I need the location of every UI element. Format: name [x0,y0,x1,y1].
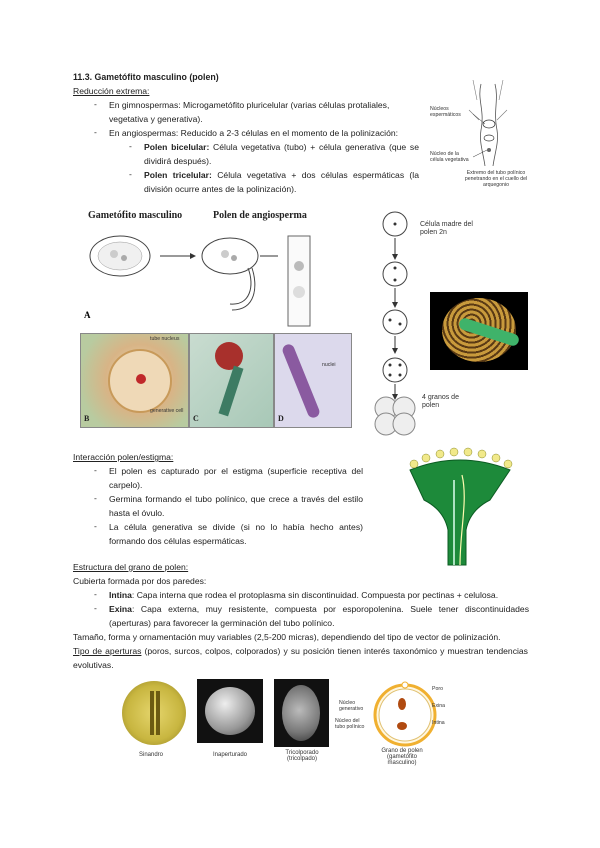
bullet-dash: - [94,493,97,503]
label-intina: Intina [432,720,445,726]
interaccion-bullet-1: El polen es capturado por el estigma (superficie receptiva del carpelo). [109,466,363,490]
bullet-dash: - [129,141,132,151]
tube-nucleus-dot [136,374,146,384]
polen-tricelular: Polen tricelular: Célula vegetativa + dos células espermáticas (la división ocurre antes de la polinización). [144,170,419,194]
label-nucleos: Núcleos espermáticos [430,106,461,118]
exina-line: Exina: Capa externa, muy resistente, compuesta por esporopolenina. Suele tener discontinuidades (aperturas) para favorecer la germinación del tubo polínico. [109,604,529,628]
label-poro: Poro [432,686,443,692]
label-nucleo-vegetativa: Núcleo de la célula vegetativa [430,151,469,163]
caption-grano-polen: Grano de polen (gametófito masculino) [381,748,423,766]
bullet-dash: - [94,127,97,137]
label-exina: Exina [432,703,445,709]
photo-label-b: B [84,414,90,423]
meiosis-diagram [370,210,430,440]
bullet-dash: - [94,521,97,531]
aperturas-line: Tipo de aperturas (poros, surcos, colpos, colporados) y su posición tienen interés taxonómico y muestran tendencias evolutivas. [73,646,528,670]
diagram-title-right: Polen de angiosperma [213,210,307,221]
inaperturado-photo [197,679,263,743]
bullet-dash: - [94,99,97,109]
bullet-dash: - [94,465,97,475]
subtitle-reduccion: Reducción extrema: [73,86,150,96]
pollen-tube-green [219,366,244,417]
label-celula-madre: Célula madre del polen 2n [420,221,473,236]
cubierta-line: Cubierta formada por dos paredes: [73,576,207,586]
label-nucleo-generativo: Núcleo generativo [339,700,364,712]
gametofito-diagram [80,226,360,331]
colpo-line [150,691,154,735]
grano-polen-diagram [370,680,440,750]
bullet-gimnospermas: En gimnospermas: Microgametófito pluricelular (varias células protaliales, vegetativa y generativa). [109,100,390,124]
caption-tricolporado: Tricolporado (tricolpado) [285,750,319,762]
interaccion-bullet-3: La célula generativa se divide (si no lo había hecho antes) formando dos células espermáticas. [109,522,363,546]
label-nucleo-tubo: Núcleo del tubo polínico [335,718,365,730]
bullet-dash: - [94,589,97,599]
bullet-angiospermas: En angiospermas: Reducido a 2-3 células en el momento de la polinización: [109,128,399,138]
label-generative-cell: generative cell [150,408,184,414]
inaperturado-grain [205,687,255,735]
photo-c [189,333,274,428]
bullet-dash: - [129,169,132,179]
sinandro-photo [122,681,186,745]
tricolporado-photo [274,679,329,747]
stigma-figure [390,440,530,565]
caption-sinandro: Sinandro [138,752,164,758]
photo-label-c: C [193,414,199,423]
sem-pollen-photo [430,292,528,370]
photo-d [274,333,352,428]
label-nuclei: nuclei [322,362,336,368]
colpo-line [156,691,160,735]
caption-inaperturado: Inaperturado [212,752,248,758]
section-title: 11.3. Gametófito masculino (polen) [73,72,219,82]
tube-caption: Extremo del tubo polínico penetrando en el cuello del arquegonio [464,170,528,188]
tricolporado-grain [282,685,320,741]
polen-bicelular: Polen bicelular: Célula vegetativa (tubo) + célula generativa (que se dividirá después). [144,142,419,166]
label-4-granos: 4 granos de polen [422,394,459,409]
subtitle-interaccion: Interacción polen/estigma: [73,452,174,462]
label-tube-nucleus: tube nucleus [150,336,180,342]
intina-line: Intina: Capa interna que rodea el protoplasma sin discontinuidad. Compuesta por pectinas + celulosa. [109,590,499,600]
pollen-grain-red [215,342,243,370]
bullet-dash: - [94,603,97,613]
diagram-title-left: Gametófito masculino [88,210,183,221]
label-a: A [84,310,91,320]
pollen-tube-purple [281,343,321,420]
interaccion-bullet-2: Germina formando el tubo polínico, que crece a través del estilo hasta el óvulo. [109,494,363,518]
subtitle-estructura: Estructura del grano de polen: [73,562,189,572]
tamano-line: Tamaño, forma y ornamentación muy variables (2,5-200 micras), dependiendo del tipo de vector de polinización. [73,632,501,642]
photo-label-d: D [278,414,284,423]
